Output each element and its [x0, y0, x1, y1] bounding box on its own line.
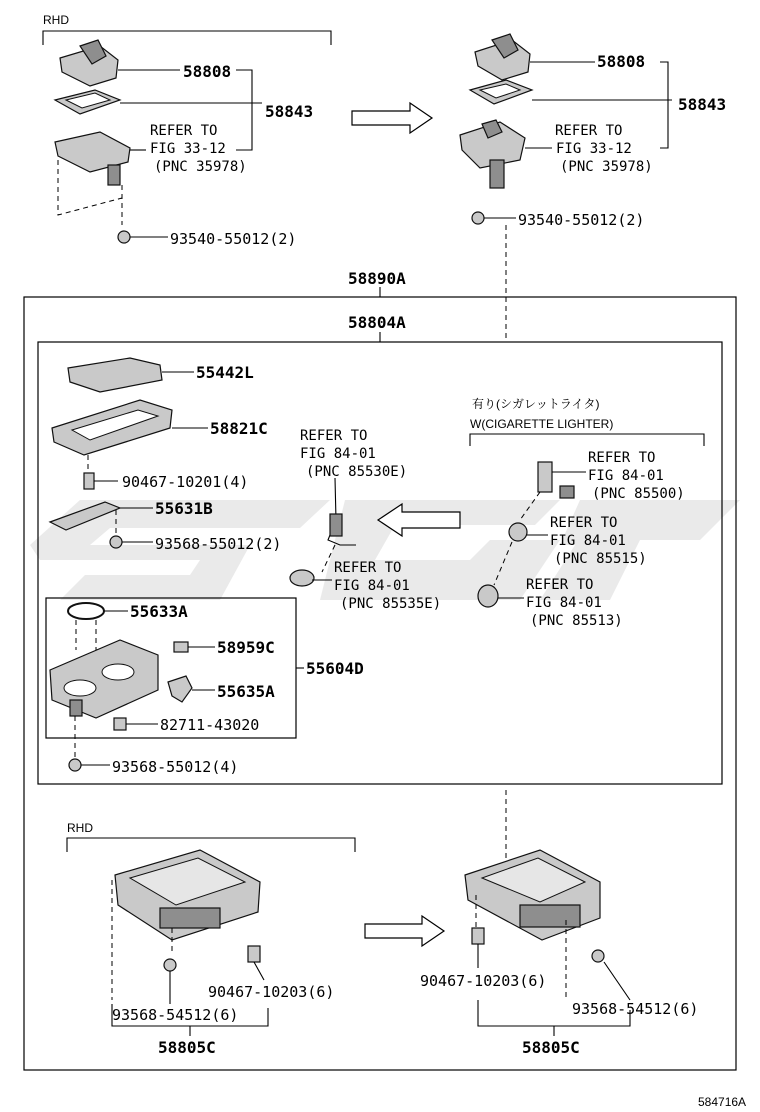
arrow-right-bottom [365, 916, 444, 946]
arrow-right-top [352, 103, 432, 133]
lid-55442L [68, 358, 194, 392]
shift-boot-left [60, 40, 180, 86]
label-55631B: 55631B [155, 499, 213, 518]
refer84-515-l1: REFER TO [550, 515, 618, 531]
refer33-left-l3: (PNC 35978) [154, 159, 247, 175]
cigarette-label-jp: 有り(シガレットライタ) [472, 397, 600, 411]
refer84-500-l3: (PNC 85500) [592, 486, 685, 502]
cigarette-label-en: W(CIGARETTE LIGHTER) [470, 417, 614, 431]
refer33-left-l1: REFER TO [150, 123, 218, 139]
refer84-513-l3: (PNC 85513) [530, 613, 623, 629]
bezel-plate-right [470, 80, 672, 104]
refer84-535-l2: FIG 84-01 [334, 578, 410, 594]
label-55635A: 55635A [217, 682, 275, 701]
label-58808-left: 58808 [183, 62, 232, 81]
label-90467-10201: 90467-10201(4) [122, 473, 249, 491]
refer33-left-l2: FIG 33-12 [150, 141, 226, 157]
label-55442L: 55442L [196, 363, 254, 382]
figure-id: 584716A [698, 1095, 747, 1109]
label-58959C: 58959C [217, 638, 275, 657]
refer84-530e-l3: (PNC 85530E) [306, 464, 408, 480]
label-93568-55012-a: 93568-55012(2) [155, 535, 282, 553]
screw-93568-54512-right [592, 950, 630, 1000]
rhd-top-bracket [43, 13, 331, 45]
label-58821C: 58821C [210, 419, 268, 438]
label-93540-right: 93540-55012(2) [518, 211, 645, 229]
part-58959C [174, 642, 215, 652]
shift-housing-left [55, 132, 146, 225]
shift-housing-right [460, 120, 552, 188]
label-58805C-left: 58805C [158, 1038, 216, 1057]
clip-90467-10201 [84, 473, 118, 489]
label-58843-left: 58843 [265, 102, 314, 121]
label-93568-54512-right: 93568-54512(6) [572, 1000, 699, 1018]
refer84-535-l3: (PNC 85535E) [340, 596, 442, 612]
screw-93568-55012-b [69, 759, 110, 771]
cup-holder-body [50, 640, 158, 718]
label-90467-10203-left: 90467-10203(6) [208, 983, 335, 1001]
clip-90467-10203-right [472, 928, 484, 968]
label-90467-10203-right: 90467-10203(6) [420, 972, 547, 990]
rhd-top-label: RHD [43, 13, 69, 27]
label-82711: 82711-43020 [160, 716, 260, 734]
refer84-515-l3: (PNC 85515) [554, 551, 647, 567]
refer84-515-l2: FIG 84-01 [550, 533, 626, 549]
refer33-right-l2: FIG 33-12 [556, 141, 632, 157]
label-58804A: 58804A [348, 313, 406, 332]
console-box-left [115, 850, 260, 940]
clip-90467-10203-left [248, 946, 264, 980]
refer33-right-l3: (PNC 35978) [560, 159, 653, 175]
screw-93568-54512-left [164, 959, 176, 1004]
rhd-bottom-bracket [67, 821, 355, 852]
label-55633A: 55633A [130, 602, 188, 621]
label-55604D: 55604D [306, 659, 364, 678]
refer84-513-l1: REFER TO [526, 577, 594, 593]
label-58843-right: 58843 [678, 95, 727, 114]
label-58890A: 58890A [348, 269, 406, 288]
console-box-right [465, 850, 600, 940]
rhd-bottom-label: RHD [67, 821, 93, 835]
screw-right [472, 212, 516, 224]
refer84-530e-l1: REFER TO [300, 428, 368, 444]
label-93540-left: 93540-55012(2) [170, 230, 297, 248]
refer84-513-l2: FIG 84-01 [526, 595, 602, 611]
refer84-500-l1: REFER TO [588, 450, 656, 466]
refer33-right-l1: REFER TO [555, 123, 623, 139]
frame-58821C [52, 400, 208, 470]
refer84-530e-l2: FIG 84-01 [300, 446, 376, 462]
refer84-535-l1: REFER TO [334, 560, 402, 576]
part-55635A [168, 676, 215, 702]
nut-82711 [114, 718, 158, 730]
label-58808-right: 58808 [597, 52, 646, 71]
refer84-500-l2: FIG 84-01 [588, 468, 664, 484]
label-93568-54512-left: 93568-54512(6) [112, 1006, 239, 1024]
label-58805C-right: 58805C [522, 1038, 580, 1057]
label-93568-55012-b: 93568-55012(4) [112, 758, 239, 776]
shift-boot-right [475, 34, 595, 80]
bezel-plate-left [55, 90, 262, 114]
screw-left [118, 231, 168, 243]
